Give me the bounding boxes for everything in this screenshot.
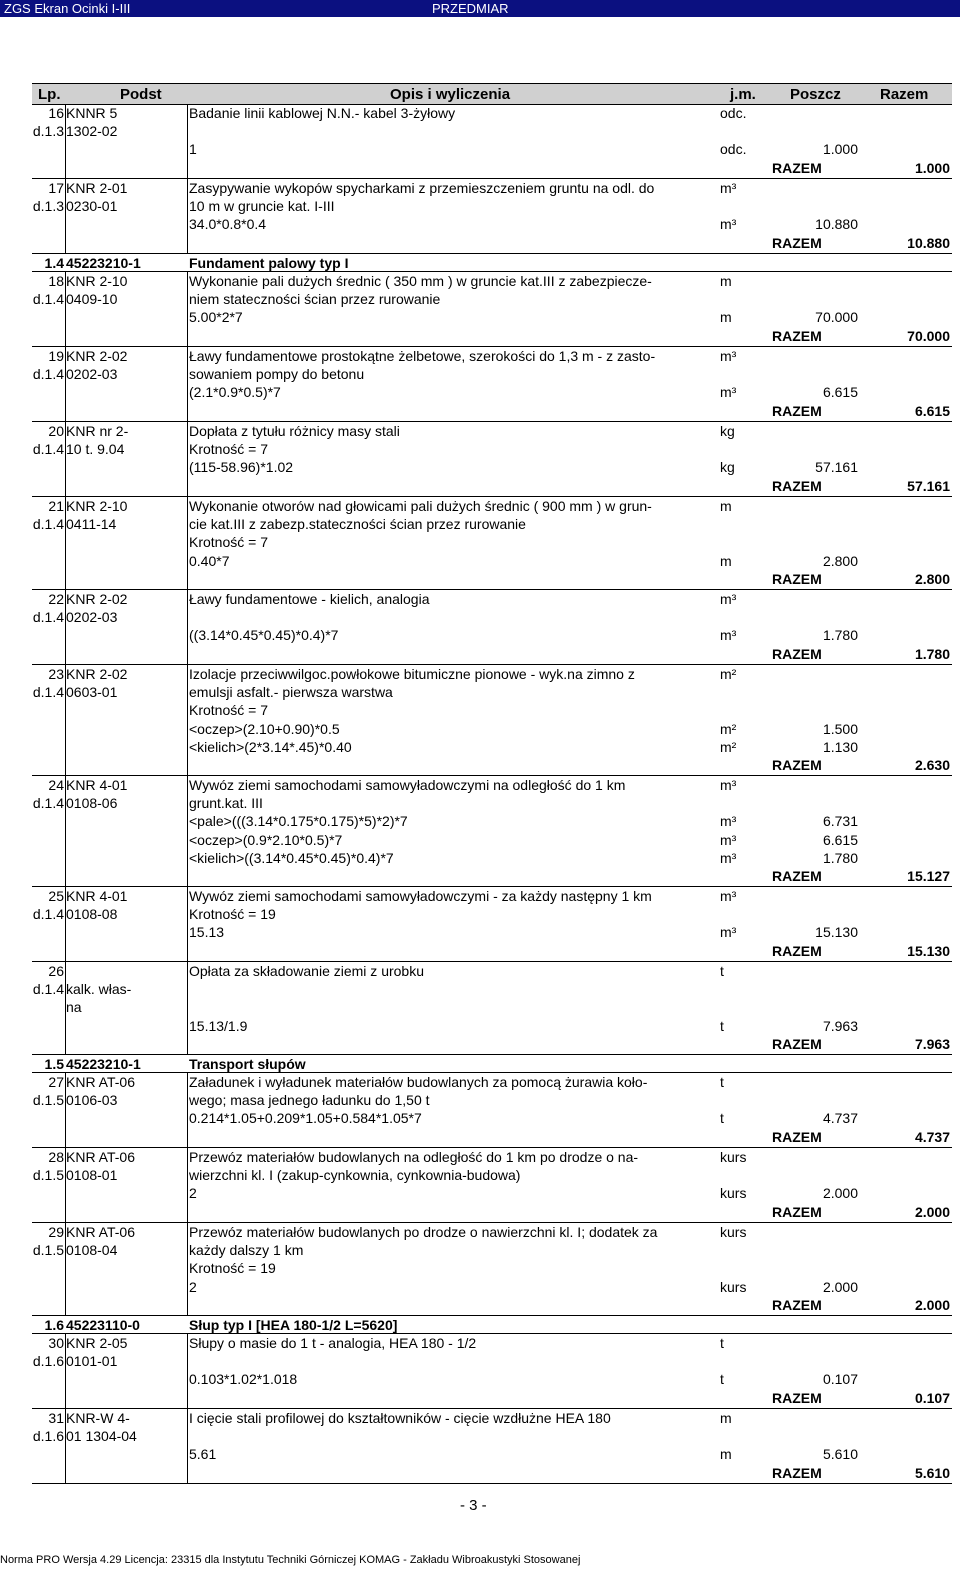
item-basis: 1302-02: [66, 123, 118, 140]
item-description: 10 m w gruncie kat. I-III: [189, 198, 335, 215]
item-basis: KNR 2-02: [66, 348, 128, 364]
table-row: [32, 1073, 952, 1148]
item-description: Krotność = 7: [189, 441, 268, 458]
table-row: [32, 422, 952, 497]
header-lp: Lp.: [38, 86, 61, 103]
table-row: [32, 104, 952, 179]
calc-unit: kg: [720, 459, 735, 476]
calc-value: 70.000: [815, 309, 858, 326]
razem-label: RAZEM: [772, 1203, 822, 1220]
column-divider: [187, 590, 188, 665]
item-chapter: d.1.4: [32, 609, 64, 626]
item-number: 28: [48, 1149, 64, 1165]
item-basis: KNR 2-10: [66, 498, 128, 514]
item-unit: kurs: [720, 1224, 747, 1240]
footer-license: Norma PRO Wersja 4.29 Licencja: 23315 dla Instytutu Techniki Górniczej KOMAG - Zakładu Wibroakustyki Stosowanej: [0, 1554, 581, 1566]
item-unit: t: [720, 1335, 724, 1351]
column-divider: [187, 179, 188, 254]
razem-value: 2.000: [914, 1296, 950, 1313]
column-divider: [187, 497, 188, 590]
column-divider: [187, 1073, 188, 1148]
item-unit: m: [720, 273, 732, 289]
item-chapter: d.1.4: [32, 291, 64, 308]
item-unit: kurs: [720, 1149, 747, 1165]
table-row: [32, 962, 952, 1055]
table-row: [32, 1334, 952, 1409]
item-description: Krotność = 19: [189, 906, 276, 923]
calc-value: 10.880: [815, 216, 858, 233]
calc-unit: m: [720, 1446, 732, 1463]
item-basis: 0101-01: [66, 1353, 118, 1370]
item-number: 24: [48, 777, 64, 793]
calc-expression: 0.103*1.02*1.018: [189, 1371, 298, 1388]
item-description: wierzchni kl. I (zakup-cynkownia, cynkownia-budowa): [189, 1167, 521, 1184]
table-row: [32, 776, 952, 887]
item-description: Dopłata z tytułu różnicy masy stali: [189, 423, 400, 439]
calc-unit: m²: [720, 720, 737, 737]
column-divider: [187, 272, 188, 347]
item-description: Badanie linii kablowej N.N.- kabel 3-żyłowy: [189, 105, 456, 121]
item-description: Krotność = 7: [189, 534, 268, 551]
razem-value: 0.107: [914, 1389, 950, 1406]
header-poszcz: Poszcz: [790, 86, 841, 103]
razem-label: RAZEM: [772, 868, 822, 884]
item-unit: m: [720, 498, 732, 514]
table-row: [32, 497, 952, 590]
calc-expression: 2: [189, 1185, 197, 1202]
calc-unit: odc.: [720, 141, 747, 158]
table-row: [32, 665, 952, 776]
item-description: niem stateczności ścian przez rurowanie: [189, 291, 441, 308]
item-description: Wywóz ziemi samochodami samowyładowczymi - za każdy następny 1 km: [189, 888, 652, 904]
calc-expression: <kielich>(2*3.14*.45)*0.40: [189, 738, 352, 755]
section-row: [32, 1055, 952, 1073]
calc-value: 57.161: [815, 459, 858, 476]
item-basis: 0106-03: [66, 1092, 118, 1109]
column-divider: [187, 887, 188, 962]
item-basis: KNR AT-06: [66, 1149, 135, 1165]
table-row: [32, 590, 952, 665]
razem-value: 7.963: [914, 1035, 950, 1052]
item-basis: 0202-03: [66, 609, 118, 626]
column-divider: [65, 962, 66, 1055]
calc-expression: 1: [189, 141, 197, 158]
calc-expression: <pale>(((3.14*0.175*0.175)*5)*2)*7: [189, 813, 408, 830]
column-divider: [187, 1148, 188, 1223]
calc-value: 2.800: [822, 552, 858, 569]
table-row: [32, 347, 952, 422]
razem-value: 2.000: [914, 1203, 950, 1220]
calc-value: 1.780: [822, 849, 858, 866]
item-basis: KNR 2-10: [66, 273, 128, 289]
item-unit: t: [720, 963, 724, 979]
calc-expression: <oczep>(2.10+0.90)*0.5: [189, 720, 340, 737]
razem-value: 6.615: [914, 402, 950, 419]
razem-label: RAZEM: [772, 402, 822, 419]
item-basis: 0202-03: [66, 366, 118, 383]
item-chapter: d.1.5: [32, 1092, 64, 1109]
item-chapter: d.1.5: [32, 1167, 64, 1184]
razem-value: 15.130: [907, 942, 950, 959]
item-basis: 0108-08: [66, 906, 118, 923]
item-description: Wykonanie otworów nad głowicami pali dużych średnic ( 900 mm ) w grun-: [189, 498, 652, 514]
item-basis: KNR 4-01: [66, 888, 128, 904]
section-title: Słup typ I [HEA 180-1/2 L=5620]: [189, 1317, 398, 1333]
calc-value: 1.130: [822, 738, 858, 755]
column-divider: [65, 104, 66, 179]
item-description: Krotność = 7: [189, 702, 268, 719]
item-basis: 0108-04: [66, 1242, 118, 1259]
item-number: 18: [48, 273, 64, 289]
column-divider: [65, 590, 66, 665]
calc-unit: m³: [720, 813, 737, 830]
column-divider: [187, 1334, 188, 1409]
header-jm: j.m.: [730, 86, 756, 103]
section-number: 1.5: [44, 1056, 64, 1072]
calc-unit: m²: [720, 738, 737, 755]
row-divider: [32, 1483, 952, 1484]
item-unit: m³: [720, 348, 737, 364]
calc-unit: t: [720, 1017, 724, 1034]
item-number: 23: [48, 666, 64, 682]
calc-value: 1.780: [822, 627, 858, 644]
section-title: Transport słupów: [189, 1056, 306, 1072]
item-description: Zasypywanie wykopów spycharkami z przemieszczeniem gruntu na odl. do: [189, 180, 655, 196]
calc-value: 1.000: [822, 141, 858, 158]
section-code: 45223210-1: [66, 1056, 141, 1072]
calc-unit: m³: [720, 924, 737, 941]
item-basis: KNR 2-05: [66, 1335, 128, 1351]
item-chapter: d.1.4: [32, 366, 64, 383]
calc-expression: 15.13/1.9: [189, 1017, 248, 1034]
razem-value: 70.000: [907, 327, 950, 344]
section-row: [32, 254, 952, 272]
calc-unit: t: [720, 1110, 724, 1127]
title-bar: [0, 0, 960, 17]
calc-expression: <oczep>(0.9*2.10*0.5)*7: [189, 831, 343, 848]
razem-label: RAZEM: [772, 1389, 822, 1406]
razem-value: 1.000: [914, 159, 950, 176]
table-row: [32, 887, 952, 962]
item-description: wego; masa jednego ładunku do 1,50 t: [189, 1092, 430, 1109]
item-number: 30: [48, 1335, 64, 1351]
column-divider: [65, 497, 66, 590]
item-unit: m: [720, 1410, 732, 1426]
page-number: - 3 -: [460, 1497, 487, 1514]
razem-label: RAZEM: [772, 1128, 822, 1145]
column-divider: [65, 347, 66, 422]
column-divider: [187, 104, 188, 179]
item-description: Opłata za składowanie ziemi z urobku: [189, 963, 425, 979]
item-basis: 0108-01: [66, 1167, 118, 1184]
column-divider: [187, 1223, 188, 1316]
calc-unit: m: [720, 309, 732, 326]
item-number: 29: [48, 1224, 64, 1240]
item-unit: kg: [720, 423, 735, 439]
column-divider: [65, 776, 66, 887]
item-description: sowaniem pompy do betonu: [189, 366, 365, 383]
calc-unit: m³: [720, 384, 737, 401]
razem-value: 1.780: [914, 645, 950, 662]
item-unit: t: [720, 1074, 724, 1090]
razem-label: RAZEM: [772, 234, 822, 251]
column-divider: [65, 1334, 66, 1409]
item-chapter: d.1.5: [32, 1242, 64, 1259]
item-chapter: d.1.3: [32, 123, 64, 140]
calc-value: 7.963: [822, 1017, 858, 1034]
section-code: 45223110-0: [66, 1317, 140, 1333]
item-description: Wykonanie pali dużych średnic ( 350 mm ) w gruncie kat.III z zabezpiecze-: [189, 273, 652, 289]
razem-label: RAZEM: [772, 327, 822, 344]
column-divider: [65, 272, 66, 347]
item-number: 21: [48, 498, 64, 514]
item-chapter: d.1.3: [32, 198, 64, 215]
column-divider: [187, 422, 188, 497]
item-number: 16: [48, 105, 64, 121]
column-divider: [65, 1409, 66, 1484]
calc-expression: 0.40*7: [189, 552, 230, 569]
column-divider: [65, 665, 66, 776]
section-title: Fundament palowy typ I: [189, 255, 349, 271]
calc-unit: m³: [720, 216, 737, 233]
item-chapter: d.1.4: [32, 795, 64, 812]
calc-unit: kurs: [720, 1185, 747, 1202]
razem-label: RAZEM: [772, 757, 822, 773]
calc-expression: 5.61: [189, 1446, 217, 1463]
column-divider: [65, 887, 66, 962]
item-description: cie kat.III z zabezp.stateczności ścian przez rurowanie: [189, 516, 526, 533]
item-basis: 01 1304-04: [66, 1428, 137, 1445]
razem-label: RAZEM: [772, 570, 822, 587]
razem-value: 2.800: [914, 570, 950, 587]
item-description: każdy dalszy 1 km: [189, 1242, 304, 1259]
razem-label: RAZEM: [772, 159, 822, 176]
table-row: [32, 1148, 952, 1223]
item-number: 17: [48, 180, 64, 196]
item-description: Przewóz materiałów budowlanych po drodze o nawierzchni kl. I; dodatek za: [189, 1224, 658, 1240]
item-basis: KNR-W 4-: [66, 1410, 130, 1426]
razem-label: RAZEM: [772, 942, 822, 959]
calc-expression: 2: [189, 1278, 197, 1295]
item-basis: 0409-10: [66, 291, 118, 308]
column-divider: [187, 776, 188, 887]
column-divider: [65, 1223, 66, 1316]
document-type: PRZEDMIAR: [432, 1, 509, 16]
item-chapter: d.1.4: [32, 906, 64, 923]
calc-unit: m³: [720, 627, 737, 644]
calc-expression: 34.0*0.8*0.4: [189, 216, 267, 233]
item-basis: KNR 2-01: [66, 180, 128, 196]
table-row: [32, 1223, 952, 1316]
column-divider: [187, 347, 188, 422]
calc-unit: t: [720, 1371, 724, 1388]
item-description: Przewóz materiałów budowlanych na odległość do 1 km po drodze o na-: [189, 1149, 639, 1165]
calc-expression: ((3.14*0.45*0.45)*0.4)*7: [189, 627, 339, 644]
item-basis: KNR 2-02: [66, 591, 128, 607]
calc-expression: 15.13: [189, 924, 225, 941]
calc-unit: m³: [720, 831, 737, 848]
calc-value: 6.615: [822, 384, 858, 401]
calc-value: 2.000: [822, 1185, 858, 1202]
item-unit: m³: [720, 777, 737, 793]
item-basis: KNR 2-02: [66, 666, 128, 682]
column-divider: [187, 665, 188, 776]
table-header: [32, 83, 952, 105]
item-basis: KNNR 5: [66, 105, 118, 121]
item-chapter: d.1.4: [32, 516, 64, 533]
item-description: I cięcie stali profilowej do kształtowników - cięcie wzdłużne HEA 180: [189, 1410, 611, 1426]
razem-label: RAZEM: [772, 1296, 822, 1313]
item-basis: KNR AT-06: [66, 1224, 135, 1240]
calc-expression: 5.00*2*7: [189, 309, 243, 326]
item-number: 27: [48, 1074, 64, 1090]
calc-expression: 0.214*1.05+0.209*1.05+0.584*1.05*7: [189, 1110, 422, 1127]
header-podst: Podst: [120, 86, 162, 103]
item-unit: m³: [720, 180, 737, 196]
calc-value: 1.500: [822, 720, 858, 737]
razem-value: 4.737: [914, 1128, 950, 1145]
column-divider: [65, 179, 66, 254]
calc-expression: <kielich>((3.14*0.45*0.45)*0.4)*7: [189, 849, 394, 866]
item-unit: m³: [720, 888, 737, 904]
razem-value: 57.161: [907, 477, 950, 494]
item-unit: m²: [720, 666, 737, 682]
item-basis: KNR nr 2-: [66, 423, 129, 439]
section-row: [32, 1316, 952, 1334]
table-row: [32, 272, 952, 347]
item-number: 25: [48, 888, 64, 904]
item-chapter: d.1.4: [32, 981, 64, 998]
column-divider: [65, 422, 66, 497]
column-divider: [187, 1409, 188, 1484]
calc-value: 2.000: [822, 1278, 858, 1295]
table-row: [32, 179, 952, 254]
calc-expression: (2.1*0.9*0.5)*7: [189, 384, 281, 401]
item-number: 26: [48, 963, 64, 979]
item-number: 31: [48, 1410, 64, 1426]
calc-value: 5.610: [822, 1446, 858, 1463]
razem-label: RAZEM: [772, 477, 822, 494]
razem-label: RAZEM: [772, 1464, 822, 1481]
item-number: 19: [48, 348, 64, 364]
calc-unit: kurs: [720, 1278, 747, 1295]
calc-unit: m³: [720, 849, 737, 866]
item-chapter: d.1.4: [32, 441, 64, 458]
section-number: 1.6: [44, 1317, 64, 1333]
razem-label: RAZEM: [772, 645, 822, 662]
item-description: Ławy fundamentowe - kielich, analogia: [189, 591, 430, 607]
calc-value: 6.615: [822, 831, 858, 848]
razem-value: 2.630: [914, 757, 950, 773]
item-description: Wywóz ziemi samochodami samowyładowczymi na odległość do 1 km: [189, 777, 626, 793]
item-description: Krotność = 19: [189, 1260, 276, 1277]
item-description: Izolacje przeciwwilgoc.powłokowe bitumiczne pionowe - wyk.na zimno z: [189, 666, 635, 682]
item-unit: m³: [720, 591, 737, 607]
calc-value: 6.731: [822, 813, 858, 830]
razem-value: 5.610: [914, 1464, 950, 1481]
razem-label: RAZEM: [772, 1035, 822, 1052]
section-number: 1.4: [44, 255, 64, 271]
item-basis: 0411-14: [66, 516, 117, 533]
table-row: [32, 1409, 952, 1484]
item-description: emulsji asfalt.- pierwsza warstwa: [189, 684, 393, 701]
item-chapter: d.1.6: [32, 1428, 64, 1445]
item-basis: KNR 4-01: [66, 777, 128, 793]
calc-value: 0.107: [822, 1371, 858, 1388]
column-divider: [65, 1148, 66, 1223]
item-chapter: d.1.6: [32, 1353, 64, 1370]
section-code: 45223210-1: [66, 255, 141, 271]
calc-value: 15.130: [815, 924, 858, 941]
item-basis: na: [66, 999, 82, 1016]
item-description: Ławy fundamentowe prostokątne żelbetowe, szerokości do 1,3 m - z zasto-: [189, 348, 656, 364]
calc-value: 4.737: [822, 1110, 858, 1127]
item-basis: kalk. włas-: [66, 981, 132, 998]
item-number: 22: [48, 591, 64, 607]
item-basis: 0230-01: [66, 198, 118, 215]
item-basis: KNR AT-06: [66, 1074, 135, 1090]
item-description: Słupy o masie do 1 t - analogia, HEA 180 - 1/2: [189, 1335, 477, 1351]
header-razem: Razem: [880, 86, 929, 103]
item-basis: 0108-06: [66, 795, 118, 812]
calc-expression: (115-58.96)*1.02: [189, 459, 294, 476]
razem-value: 10.880: [907, 234, 950, 251]
item-number: 20: [48, 423, 64, 439]
item-chapter: d.1.4: [32, 684, 64, 701]
item-basis: 0603-01: [66, 684, 118, 701]
item-unit: odc.: [720, 105, 747, 121]
item-description: grunt.kat. III: [189, 795, 263, 812]
column-divider: [65, 1073, 66, 1148]
document-title: ZGS Ekran Ocinki I-III: [4, 1, 131, 16]
item-description: Załadunek i wyładunek materiałów budowlanych za pomocą żurawia koło-: [189, 1074, 648, 1090]
calc-unit: m: [720, 552, 732, 569]
item-basis: 10 t. 9.04: [66, 441, 125, 458]
header-opis: Opis i wyliczenia: [390, 86, 511, 103]
razem-value: 15.127: [907, 868, 950, 884]
column-divider: [187, 962, 188, 1055]
